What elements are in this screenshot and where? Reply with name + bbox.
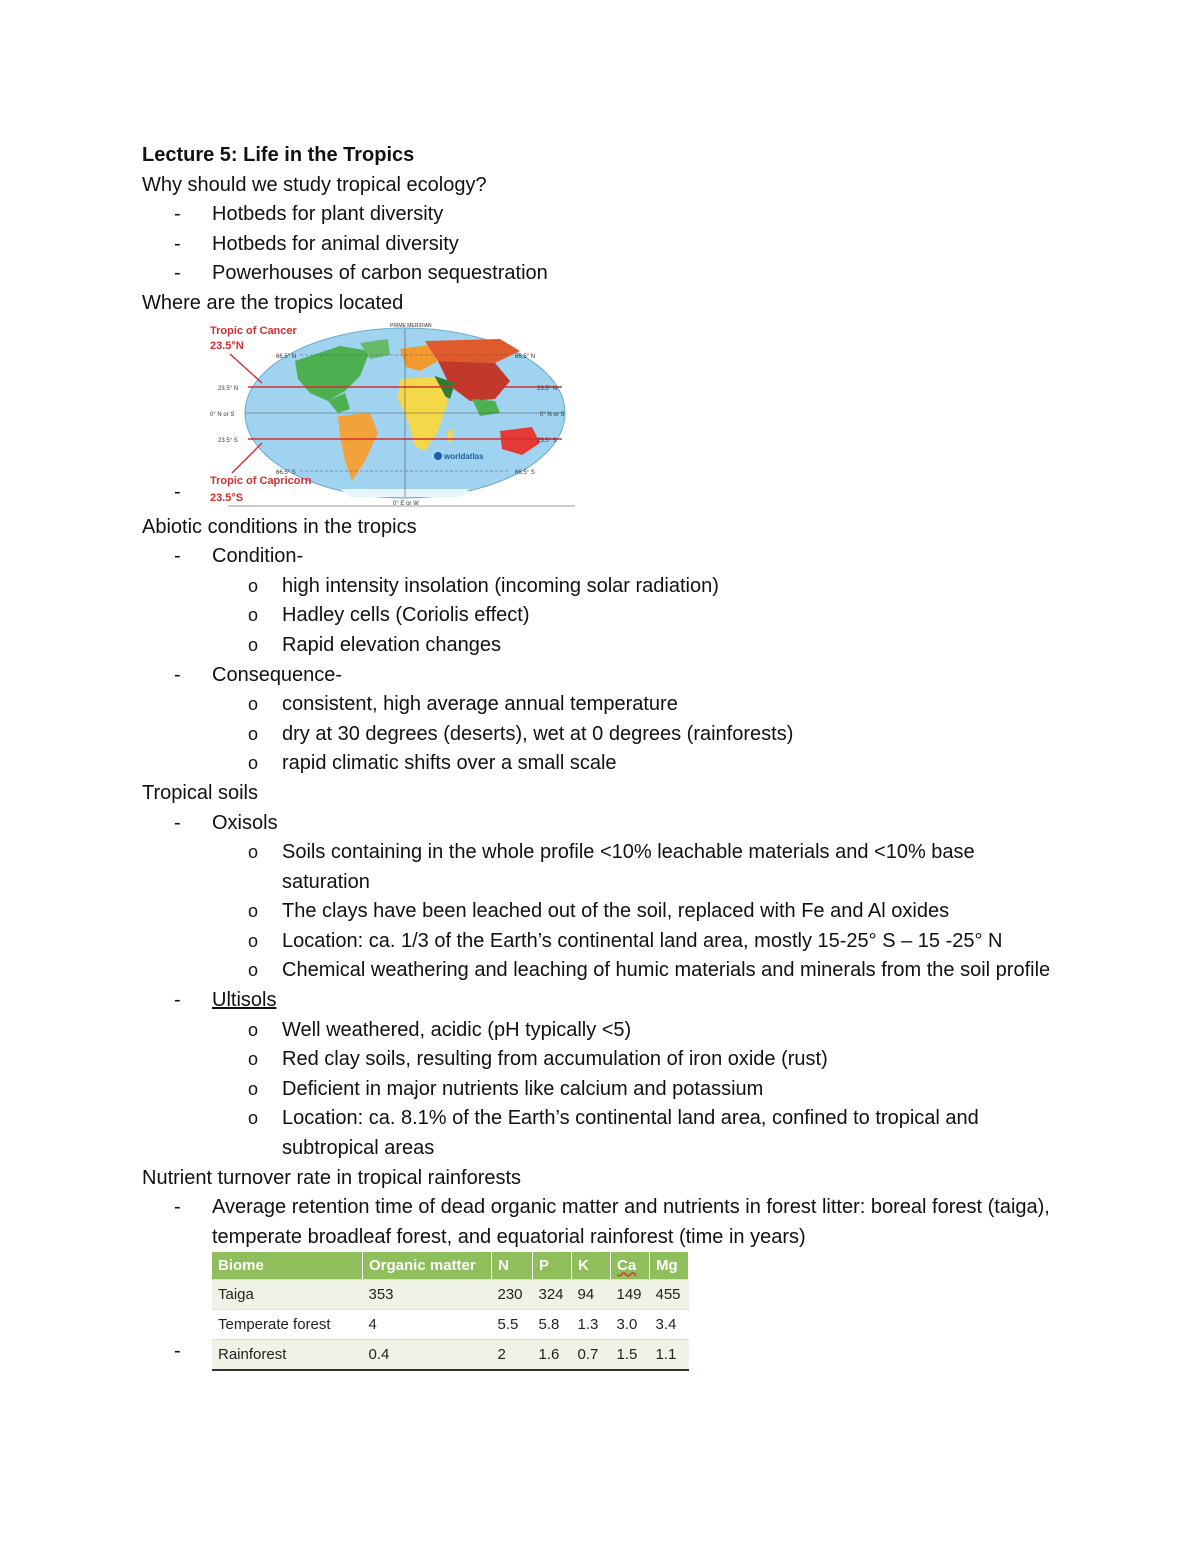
dash-bullet: - [174,1196,181,1219]
worldatlas-logo-icon [434,452,442,460]
lat-label: 66.5° S [276,469,296,476]
lat-label: 66.5° N [276,353,297,360]
sub-list-item: o Rapid elevation changes [142,631,1062,661]
sub-list-item: o Hadley cells (Coriolis effect) [142,601,1062,631]
dash-bullet: - [174,811,181,834]
circle-bullet: o [248,1078,259,1099]
table-cell: 1.3 [572,1310,611,1340]
tropic-of-cancer-label: Tropic of Cancer [210,324,297,337]
tropic-of-cancer-lat: 23.5°N [210,339,244,352]
circle-bullet: o [248,1049,259,1070]
table-cell: Taiga [212,1280,363,1310]
abiotic-heading: Abiotic conditions in the tropics [142,515,417,538]
circle-bullet: o [248,1019,259,1040]
table-row [212,1340,689,1371]
table-cell: 3.0 [611,1310,650,1340]
lat-label: 23.5° N [218,385,239,392]
meridian-degree-label: 0° E or W [393,500,419,507]
table-cell: 5.8 [533,1310,572,1340]
table-cell: 1.1 [650,1340,689,1371]
circle-bullet: o [248,634,259,655]
document-body [142,141,1062,1368]
list-item: - Consequence- [142,661,1062,691]
table-cell: 94 [572,1280,611,1310]
circle-bullet: o [248,930,259,951]
table-header-row [212,1252,689,1280]
sub-list-item: o Red clay soils, resulting from accumulation of iron oxide (rust) [142,1045,1062,1075]
dash-bullet: - [174,480,181,503]
list-item: - Hotbeds for animal diversity [142,230,1062,260]
lat-label: 23.5° S [218,437,238,444]
cancer-arrow [230,354,262,383]
sub-list-item: o consistent, high average annual temperature [142,690,1062,720]
sub-list-item: o high intensity insolation (incoming solar radiation) [142,572,1062,602]
table-cell: Rainforest [212,1340,363,1371]
sub-list-item: o Location: ca. 8.1% of the Earth’s continental land area, confined to tropical and subtropical areas [142,1104,1042,1163]
column-header: Ca [611,1252,650,1280]
world-map-figure [142,319,1062,513]
circle-bullet: o [248,694,259,715]
table-row [212,1280,689,1310]
retention-table [212,1252,689,1371]
sub-list-item: o Well weathered, acidic (pH typically <5) [142,1016,1062,1046]
table-cell: 353 [363,1280,492,1310]
table-cell: Temperate forest [212,1310,363,1340]
dash-bullet: - [174,989,181,1012]
circle-bullet: o [248,753,259,774]
where-heading: Where are the tropics located [142,291,404,314]
why-heading: Why should we study tropical ecology? [142,173,487,196]
dash-bullet: - [174,1340,181,1363]
dash-bullet: - [174,663,181,686]
circle-bullet: o [248,842,259,863]
lat-label: 66.5° N [515,353,536,360]
dash-bullet: - [174,232,181,255]
sub-list-item: o rapid climatic shifts over a small scale [142,749,1062,779]
sub-list-item: o Deficient in major nutrients like calcium and potassium [142,1075,1062,1105]
column-header: Mg [650,1252,689,1280]
tropic-of-capricorn-label: Tropic of Capricorn [210,474,312,487]
lat-label: 0° N or S [540,411,565,418]
circle-bullet: o [248,605,259,626]
column-header: K [572,1252,611,1280]
sub-list-item: o Soils containing in the whole profile <10% leachable materials and <10% base saturation [142,838,1062,897]
column-header: N [492,1252,533,1280]
worldatlas-logo: worldatlas [444,451,484,461]
circle-bullet: o [248,1108,259,1129]
world-map-image [210,321,580,507]
lat-label: 0° N or S [210,411,235,418]
column-header: Biome [212,1252,363,1280]
list-item: - Average retention time of dead organic matter and nutrients in forest litter: boreal forest (taiga), temperate broadleaf forest, and equatorial rainforest (time in years) [142,1193,1062,1252]
table-cell: 2 [492,1340,533,1371]
sub-list-item: o dry at 30 degrees (deserts), wet at 0 degrees (rainforests) [142,720,1062,750]
soils-heading: Tropical soils [142,781,258,804]
lat-label: 23.5° S [537,437,557,444]
dash-bullet: - [174,262,181,285]
dash-bullet: - [174,203,181,226]
table-cell: 1.6 [533,1340,572,1371]
circle-bullet: o [248,723,259,744]
column-header: Organic matter [363,1252,492,1280]
prime-meridian-label: PRIME MERIDIAN [390,322,432,329]
table-cell: 0.7 [572,1340,611,1371]
table-cell: 5.5 [492,1310,533,1340]
lat-label: 23.5° N [537,385,558,392]
sub-list-item: o Location: ca. 1/3 of the Earth’s continental land area, mostly 15-25° S – 15 -25° N [142,927,1062,957]
list-item: - Ultisols [142,986,1062,1016]
list-item: - Condition- [142,542,1062,572]
lat-label: 66.5° S [515,469,535,476]
list-item: - Hotbeds for plant diversity [142,200,1062,230]
tropic-of-capricorn-lat: 23.5°S [210,491,244,504]
table-cell: 149 [611,1280,650,1310]
table-row [212,1310,689,1340]
list-item: - Oxisols [142,809,1062,839]
dash-bullet: - [174,545,181,568]
table-cell: 230 [492,1280,533,1310]
list-item: - Powerhouses of carbon sequestration [142,259,1062,289]
circle-bullet: o [248,575,259,596]
sub-list-item: o The clays have been leached out of the soil, replaced with Fe and Al oxides [142,897,1062,927]
table-cell: 3.4 [650,1310,689,1340]
capricorn-arrow [232,443,262,473]
circle-bullet: o [248,901,259,922]
table-cell: 1.5 [611,1340,650,1371]
document-title: Lecture 5: Life in the Tropics [142,144,415,166]
column-header: P [533,1252,572,1280]
table-cell: 324 [533,1280,572,1310]
table-cell: 0.4 [363,1340,492,1371]
retention-table-figure [142,1252,1062,1368]
table-cell: 4 [363,1310,492,1340]
nutrient-heading: Nutrient turnover rate in tropical rainforests [142,1166,522,1189]
circle-bullet: o [248,960,259,981]
sub-list-item: o Chemical weathering and leaching of humic materials and minerals from the soil profile [142,956,1062,986]
table-cell: 455 [650,1280,689,1310]
